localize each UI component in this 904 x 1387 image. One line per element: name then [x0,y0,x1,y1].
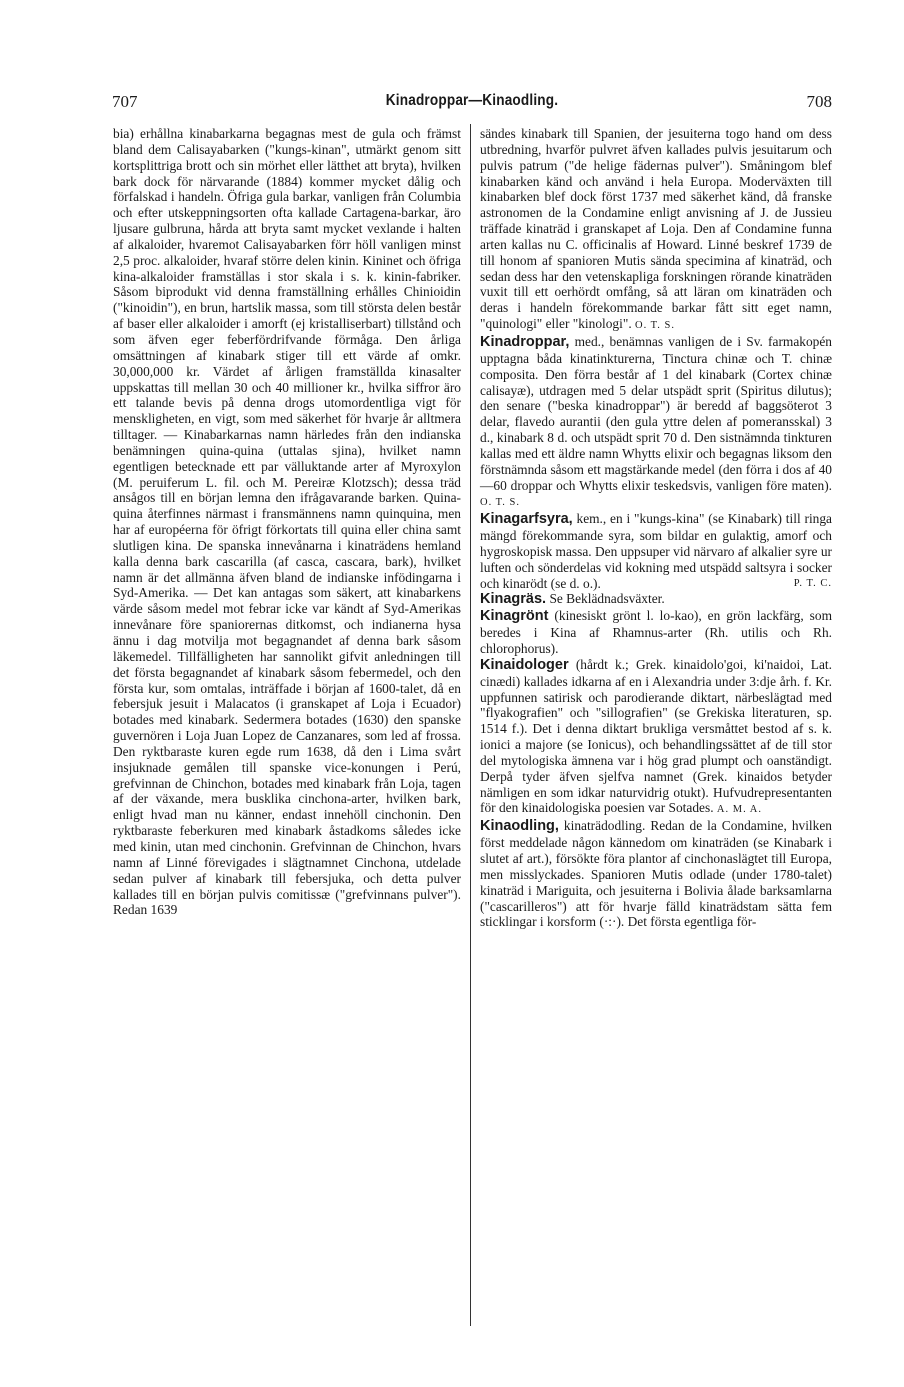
entry-kinaodling [480,818,832,930]
page-header [112,92,832,114]
headword: Kinagarfsyra, [480,511,573,528]
right-column [480,126,832,930]
entry-text: med., benämnas vanligen de i Sv. farmakopén upptagna båda kinatinkturerna, Tinctura chinæ och T. chinæ composita. Den förra består af 1 del kinabark (Cortex chinæ calisayæ), utdragen med 5 delar utspädt sprit (Spiritus dilutus); den senare ("beska kinadroppar") är beredd af baggsöterot 3 delar, flavedo aurantii (den gula yttre delen af pomeransskal) 3 d., kinabark 8 d. och utspädt sprit 70 d. Den sistnämnda tinkturen kallas med ett äldre namn Whytts elixir och begagnas liksom den förstnämnda såsom ett magstärkande medel (den förra i dos af 40—60 droppar och Whytts elixir teskedsvis, vanligen före maten). [480,333,832,493]
headword: Kinadroppar, [480,333,570,350]
headword: Kinaidologer [480,656,569,673]
entry-text: (kinesiskt grönt l. lo-kao), en grön lackfärg, som beredes i Kina af Rhamnus-arter (Rh. utilis och Rh. chlorophorus). [480,608,832,656]
column-divider [470,124,471,1326]
right-page-number: 708 [806,92,832,111]
author-signature: A. M. A. [716,804,762,816]
headword: Kinagräs. [480,591,547,608]
entry-kinadroppar [480,334,832,511]
left-column-text: bia) erhållna kinabarkarna begagnas mest de gula och främst bland dem Calisayabarken ("kungs-kinan", utmärkt genom sitt kortsplittriga brott och sin mörhet eller lätthet att bryta), hvilken bark dock för närvarande (1884) kommer mycket dålig och förfalskad i handeln. Öfriga gula barkar, vanligen från Columbia och efter utskeppningsorten ofta kallade Cartagena-barkar, äro ljusare gulbruna, hårda att bryta samt mycket vexlande i halten af alkaloider, hvaremot Calisayabarken förr höll vanligen minst 2,5 proc. alkaloider, hvaraf större delen kinin. Kininet och öfriga kina-alkaloider framställas i stor skala i s. k. kinin-fabriker. Såsom biprodukt vid denna framställning erhålles Chinioidin ("kinoidin"), en brun, hartslik massa, som till största delen består af baser eller alkaloider i amorft (ej kristalliserbart) tillstånd och som äfven eger feberfördrifvande förmåga. Den årliga omsättningen af kinabark stiger till ett värde af omkr. 30,000,000 kr. Värdet af årligen framställda kinasalter uppskattas till mellan 30 och 40 millioner kr., hvilka siffror äro ett talande bevis på denna drogs utomordentliga vigt för menskligheten, en vigt, som med säkerhet för hvarje år alltmera tilltager. — Kinabarkarnas namn härledes från den indianska benämningen quina-quina (uttalas sjina), hvilket namn egentligen betecknade ett par välluktande arter af Myroxylon (M. peruiferum L. fil. och M. Pereiræ Klotzsch); dessa träd ansågos till en början lemna den ifrågavarande barken. Quina-quina återfinnes närmast i fransmännens namn quinquina, men har af européerna för öfrigt förkortats till quina eller china samt slutligen kina. De spanska innevånarna i kinaträdens hemland kalla denna bark cascarilla (af casca, cascara, bark), hvilket namn är det allmänna äfven bland de indianske infödingarna i Syd-Amerika. — Det kan antagas som säkert, att kinabarkens värde såsom medel mot febrar icke var kändt af Syd-Amerikas innevånare före spaniorernas ditkomst, och indianerna hysa ännu i dag motvilja mot begagnandet af denna bark såsom läkemedel. Tillfälligheten har sannolikt gifvit anledningen till det första begagnandet af kinabark såsom febermedel, och den första kur, som omtalas, inträffade i början af 1600-talet, då en febersjuk jesuit i Malacatos (i granskapet af Loja i Ecuador) botades med kinabark. Sedermera botades (1630) den spanske guvernören i Loja Juan Lopez de Canzanares, som led af frossa. Den ryktbaraste kuren egde rum 1638, då den i Lima svårt insjuknade gemålen till spanske vice-konungen i Perú, grefvinnan de Chinchon, botades med kinabark från Loja, tagen af der växande, mera busklika cinchona-arter, hvilken bark, enligt hvad man nu känner, endast innehöll cinchonin. Den ryktbaraste feberkuren med kinabark åstadkoms således icke med kinin, utan med cinchonin. Grefvinnan de Chinchon, hvars namn af Linné förevigades i slägtnamnet Cinchona, utdelade sedan pulver af kinabark till febersjuka, och detta pulver kallades till en början pulvis comitissæ ("grefvinnans pulver"). Redan 1639 [113,126,461,918]
entry-kinagras [480,591,832,608]
entry-kinaidologer [480,657,832,818]
entry-text: kinaträdodling. Redan de la Condamine, hvilken först meddelade någon kännedom om kinaträden (se Kinabark i slutet af art.), försökte föra plantor af cinchonaslägtet till Europa, men misslyckades. Spanioren Mutis odlade (under 1780-talet) kinaträd i Mariguita, och jesuiterna i Bolivia ålade barksamlarna ("cascarilleros") att för hvarje fälld kinaträdstam sätta fem sticklingar i korsform (·:·). Det första egentliga för- [480,818,832,930]
entry-kinagarfsyra [480,511,832,591]
headword: Kinaodling, [480,818,559,835]
left-column [113,126,461,918]
entry-kinagront [480,608,832,657]
author-signature: O. T. S. [635,320,676,332]
article-continuation-text: sändes kinabark till Spanien, der jesuiterna togo hand om dess utbredning, hvarför pulvret äfven kallades pulvis jesuitarum och pulvis patrum ("de helige fädernas pulver"). Småningom blef kinabarken känd och använd i hela Europa. Moderväxten till kinabarken blef dock först 1737 med säkerhet känd, då franske astronomen de la Condamine enligt anvisning af J. de Jussieu träffade kinaträd i granskapet af Loja. Den af Condamine funna arten kallas nu C. officinalis af Howard. Linné beskref 1739 de till honom af spanioren Mutis sända specimina af kinaträd, och sedan dess har den vetenskapliga forskningen rörande kinaträden vuxit till ett oerhördt omfång, så att läran om kinaträden och deras i handeln förekommande barkar fått sitt eget namn, "quinologi" eller "kinologi". [480,126,832,332]
entry-text: Se Beklädnadsväxter. [546,591,665,607]
left-page-number: 707 [112,92,138,111]
article-continuation [480,126,832,334]
entry-text: (hårdt k.; Grek. kinaidolo'goi, ki'naidoi, Lat. cinædi) kallades idkarna af en i Alexandria under 3:dje årh. f. Kr. uppfunnen satirisk och parodierande diktart, närbeslägtad med "flyakografien" och "sillografien" (se Grekiska literaturen, sp. 1514 f.). Det i denna diktart brukliga versmåttet bestod af s. k. ionici a majore (se Ionicus), och behandlingssättet af de till stor del mytologiska ämnena var i hög grad plumpt och oanständigt. Derpå tyder äfven sjelfva namnet (Grek. kinaidos betyder nämligen en som idkar naturvidrig otukt). Hufvudrepresentanten för den kinaidologiska poesien var Sotades. [480,656,832,816]
headword: Kinagrönt [480,608,549,625]
author-signature: P. T. C. [793,577,832,589]
entry-text: kem., en i "kungs-kina" (se Kinabark) till ringa mängd förekommande syra, som bildar en gulaktig, amorf och hygroskopisk massa. Den uppsuper vid närvaro af alkalier syre ur luften och sönderdelas vid kokning med utspädd saltsyra i socker och kinarödt (se d. o.). [480,511,832,591]
author-signature: O. T. S. [480,497,520,509]
running-title: Kinadroppar—Kinaodling. [385,92,559,109]
